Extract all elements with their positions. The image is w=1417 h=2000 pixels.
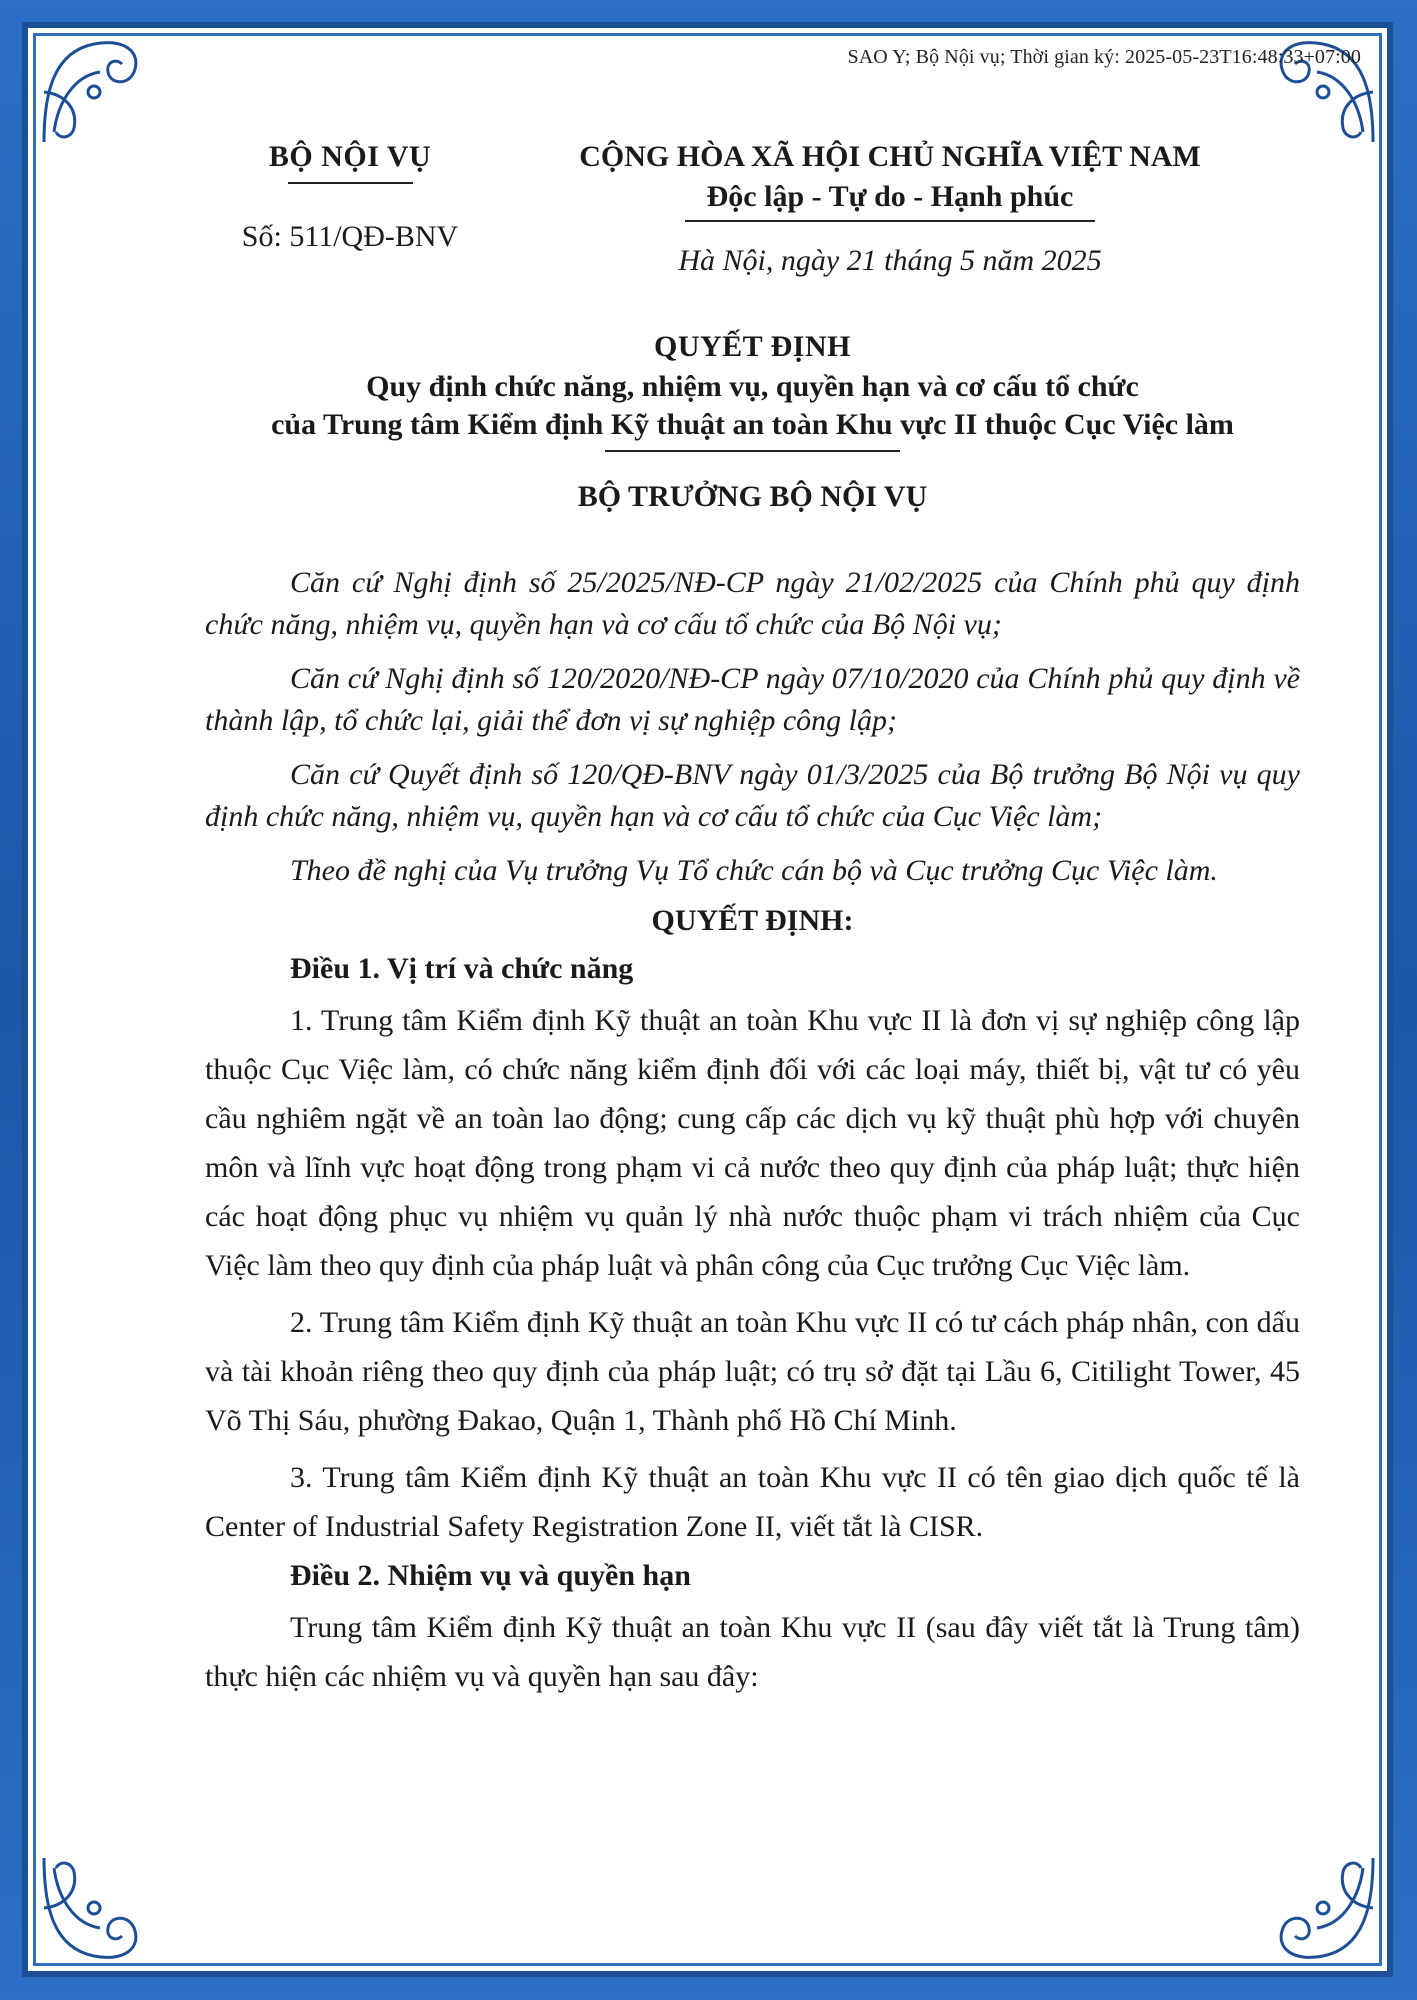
- document-title-block: [205, 330, 1300, 514]
- article-2-paragraph: Trung tâm Kiểm định Kỹ thuật an toàn Khu vực II (sau đây viết tắt là Trung tâm) thực hiện các nhiệm vụ và quyền hạn sau đây:: [205, 1611, 1300, 1693]
- title-underline: [605, 450, 900, 452]
- issuing-agency-block: [240, 140, 460, 254]
- document-body: [205, 562, 1300, 1709]
- corner-ornament-icon: [34, 1848, 154, 1968]
- legal-basis: Theo đề nghị của Vụ trưởng Vụ Tổ chức cán bộ và Cục trưởng Cục Việc làm.: [290, 854, 1218, 887]
- agency-underline: [288, 182, 413, 184]
- national-header-block: [545, 140, 1235, 278]
- signer-title: BỘ TRƯỞNG BỘ NỘI VỤ: [577, 480, 928, 513]
- motto-underline: [685, 220, 1095, 222]
- article-1-paragraph: 3. Trung tâm Kiểm định Kỹ thuật an toàn Khu vực II có tên giao dịch quốc tế là Center of Industrial Safety Registration Zone II, viết tắt là CISR.: [205, 1461, 1300, 1543]
- subject-line-1: Quy định chức năng, nhiệm vụ, quyền hạn và cơ cấu tổ chức: [366, 370, 1139, 403]
- legal-basis: Căn cứ Quyết định số 120/QĐ-BNV ngày 01/3/2025 của Bộ trưởng Bộ Nội vụ quy định chức năng, nhiệm vụ, quyền hạn và cơ cấu tổ chức của Cục Việc làm;: [205, 758, 1300, 833]
- legal-basis: Căn cứ Nghị định số 25/2025/NĐ-CP ngày 21/02/2025 của Chính phủ quy định chức năng, nhiệm vụ, quyền hạn và cơ cấu tổ chức của Bộ Nội vụ;: [205, 566, 1300, 641]
- corner-ornament-icon: [34, 32, 154, 152]
- place-and-date: Hà Nội, ngày 21 tháng 5 năm 2025: [678, 244, 1102, 277]
- article-1-title: Điều 1. Vị trí và chức năng: [290, 952, 634, 985]
- digital-signature-stamp: SAO Y; Bộ Nội vụ; Thời gian ký: 2025-05-23T16:48:33+07:00: [847, 46, 1361, 68]
- corner-ornament-icon: [1263, 1848, 1383, 1968]
- document-number: Số: 511/QĐ-BNV: [241, 220, 459, 253]
- issuing-agency: BỘ NỘI VỤ: [268, 140, 432, 173]
- article-1-paragraph: 2. Trung tâm Kiểm định Kỹ thuật an toàn Khu vực II có tư cách pháp nhân, con dấu và tài khoản riêng theo quy định của pháp luật; có trụ sở đặt tại Lầu 6, Citilight Tower, 45 Võ Thị Sáu, phường Đakao, Quận 1, Thành phố Hồ Chí Minh.: [205, 1306, 1300, 1437]
- article-1-paragraph: 1. Trung tâm Kiểm định Kỹ thuật an toàn Khu vực II là đơn vị sự nghiệp công lập thuộc Cục Việc làm, có chức năng kiểm định đối với các loại máy, thiết bị, vật tư có yêu cầu nghiêm ngặt về an toàn lao động; cung cấp các dịch vụ kỹ thuật phù hợp với chuyên môn và lĩnh vực hoạt động trong phạm vi cả nước theo quy định của pháp luật; thực hiện các hoạt động phục vụ nhiệm vụ quản lý nhà nước thuộc phạm vi trách nhiệm của Cục Việc làm theo quy định của pháp luật và phân công của Cục trưởng Cục Việc làm.: [205, 1004, 1300, 1282]
- decision-heading: QUYẾT ĐỊNH:: [651, 904, 854, 937]
- document-subject: [205, 368, 1300, 444]
- national-title: CỘNG HÒA XÃ HỘI CHỦ NGHĨA VIỆT NAM: [579, 140, 1201, 173]
- document-type: QUYẾT ĐỊNH: [654, 330, 851, 363]
- legal-basis: Căn cứ Nghị định số 120/2020/NĐ-CP ngày 07/10/2020 của Chính phủ quy định về thành lập, tổ chức lại, giải thể đơn vị sự nghiệp công lập;: [205, 662, 1300, 737]
- article-2-title: Điều 2. Nhiệm vụ và quyền hạn: [290, 1559, 691, 1592]
- national-motto: Độc lập - Tự do - Hạnh phúc: [706, 180, 1074, 213]
- subject-line-2: của Trung tâm Kiểm định Kỹ thuật an toàn Khu vực II thuộc Cục Việc làm: [271, 408, 1234, 441]
